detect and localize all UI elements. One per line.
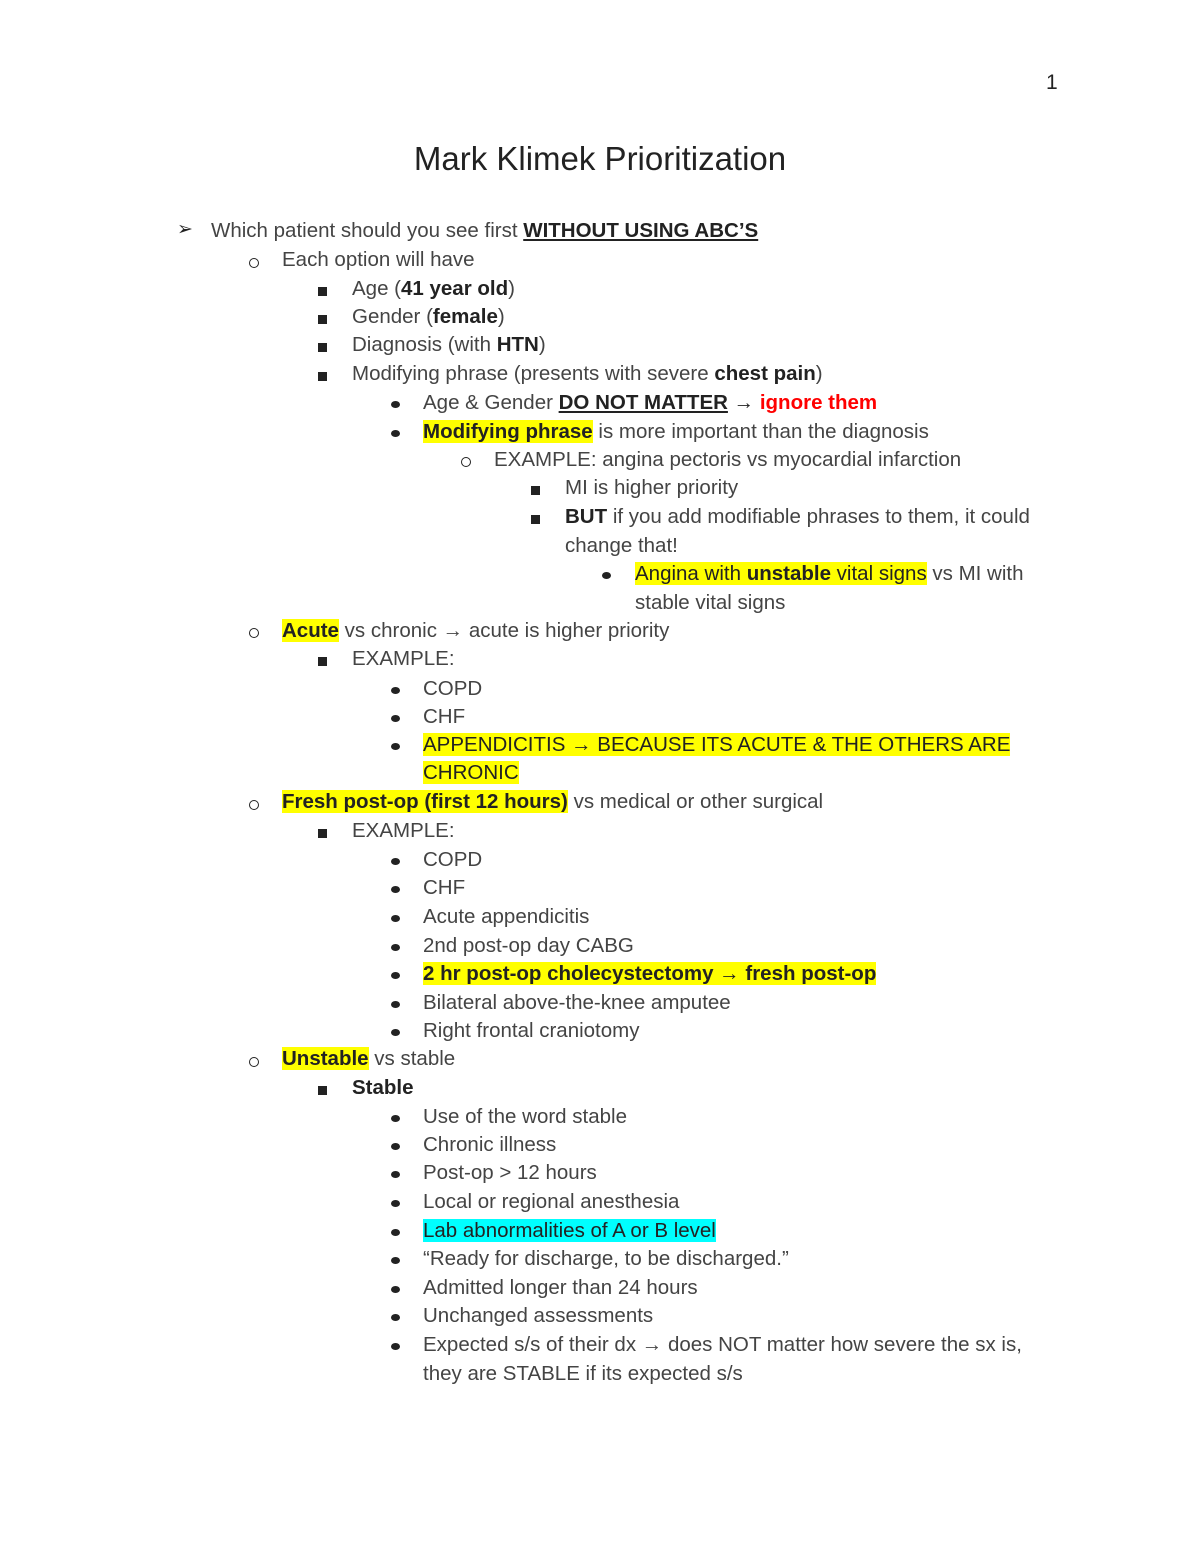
fresh-example-cabg: 2nd post-op day CABG — [423, 934, 634, 957]
square-bullet-icon — [318, 372, 327, 381]
stable-item: Admitted longer than 24 hours — [423, 1276, 698, 1299]
arrow-bullet-icon: ➢ — [177, 219, 193, 240]
square-bullet-icon — [318, 287, 327, 296]
fresh-postop-line: Fresh post-op (first 12 hours) vs medical or other surgical — [282, 790, 824, 813]
dot-bullet-icon — [602, 572, 611, 579]
dot-bullet-icon — [391, 944, 400, 951]
stable-item: Unchanged assessments — [423, 1304, 654, 1327]
acute-example-copd: COPD — [423, 677, 483, 700]
stable-item: Chronic illness — [423, 1133, 557, 1156]
dot-bullet-icon — [391, 886, 400, 893]
stable-item: “Ready for discharge, to be discharged.” — [423, 1247, 789, 1270]
dot-bullet-icon — [391, 915, 400, 922]
modifying-important-line: Modifying phrase is more important than the diagnosis — [423, 420, 929, 443]
dot-bullet-icon — [391, 858, 400, 865]
circle-bullet-icon — [249, 800, 259, 810]
square-bullet-icon — [318, 829, 327, 838]
dot-bullet-icon — [391, 1257, 400, 1264]
stable-item: Expected s/s of their dx → does NOT matter how severe the sx is, — [423, 1333, 1022, 1356]
fresh-example-label: EXAMPLE: — [352, 819, 455, 842]
question-line: Which patient should you see first WITHOUT USING ABC’S — [211, 219, 759, 242]
fresh-example-chf: CHF — [423, 876, 466, 899]
appendicitis-line: APPENDICITIS → BECAUSE ITS ACUTE & THE OTHERS ARE — [423, 733, 1011, 756]
circle-bullet-icon — [461, 457, 471, 467]
dot-bullet-icon — [391, 1115, 400, 1122]
stable-item-lab: Lab abnormalities of A or B level — [423, 1219, 716, 1242]
dot-bullet-icon — [391, 1229, 400, 1236]
each-option-line: Each option will have — [282, 248, 475, 271]
stable-item: Post-op > 12 hours — [423, 1161, 597, 1184]
acute-line: Acute vs chronic → acute is higher priority — [282, 619, 670, 642]
acute-example-chf: CHF — [423, 705, 466, 728]
dot-bullet-icon — [391, 1029, 400, 1036]
angina-line: Angina with unstable vital signs vs MI with — [635, 562, 1024, 585]
square-bullet-icon — [318, 1086, 327, 1095]
dot-bullet-icon — [391, 1286, 400, 1293]
page-number: 1 — [1046, 71, 1058, 94]
dot-bullet-icon — [391, 1143, 400, 1150]
stable-item: Local or regional anesthesia — [423, 1190, 680, 1213]
stable-item: Use of the word stable — [423, 1105, 627, 1128]
example-angina-line: EXAMPLE: angina pectoris vs myocardial infarction — [494, 448, 962, 471]
dot-bullet-icon — [391, 1314, 400, 1321]
fresh-example-craniotomy: Right frontal craniotomy — [423, 1019, 640, 1042]
acute-example-label: EXAMPLE: — [352, 647, 455, 670]
dot-bullet-icon — [391, 1343, 400, 1350]
gender-line: Gender (female) — [352, 305, 505, 328]
but-line: BUT if you add modifiable phrases to them, it could — [565, 505, 1030, 528]
unstable-line: Unstable vs stable — [282, 1047, 456, 1070]
dot-bullet-icon — [391, 687, 400, 694]
fresh-example-appendicitis: Acute appendicitis — [423, 905, 590, 928]
diagnosis-line: Diagnosis (with HTN) — [352, 333, 546, 356]
dot-bullet-icon — [391, 1200, 400, 1207]
mi-priority-line: MI is higher priority — [565, 476, 739, 499]
circle-bullet-icon — [249, 628, 259, 638]
circle-bullet-icon — [249, 1057, 259, 1067]
dot-bullet-icon — [391, 1001, 400, 1008]
fresh-example-copd: COPD — [423, 848, 483, 871]
fresh-example-cholecystectomy: 2 hr post-op cholecystectomy → fresh post-op — [423, 962, 877, 985]
square-bullet-icon — [531, 515, 540, 524]
stable-label: Stable — [352, 1076, 414, 1099]
circle-bullet-icon — [249, 258, 259, 268]
square-bullet-icon — [531, 486, 540, 495]
age-gender-line: Age & Gender DO NOT MATTER → ignore them — [423, 391, 878, 414]
dot-bullet-icon — [391, 1171, 400, 1178]
modifying-phrase-line: Modifying phrase (presents with severe chest pain) — [352, 362, 823, 385]
dot-bullet-icon — [391, 715, 400, 722]
appendicitis-line-cont: CHRONIC — [423, 761, 519, 784]
page-title: Mark Klimek Prioritization — [413, 140, 787, 177]
dot-bullet-icon — [391, 743, 400, 750]
stable-item-cont: they are STABLE if its expected s/s — [423, 1362, 743, 1385]
age-line: Age (41 year old) — [352, 277, 515, 300]
square-bullet-icon — [318, 343, 327, 352]
square-bullet-icon — [318, 315, 327, 324]
angina-line-cont: stable vital signs — [635, 591, 786, 614]
dot-bullet-icon — [391, 972, 400, 979]
dot-bullet-icon — [391, 430, 400, 437]
but-line-cont: change that! — [565, 534, 678, 557]
dot-bullet-icon — [391, 401, 400, 408]
square-bullet-icon — [318, 657, 327, 666]
fresh-example-amputee: Bilateral above-the-knee amputee — [423, 991, 731, 1014]
